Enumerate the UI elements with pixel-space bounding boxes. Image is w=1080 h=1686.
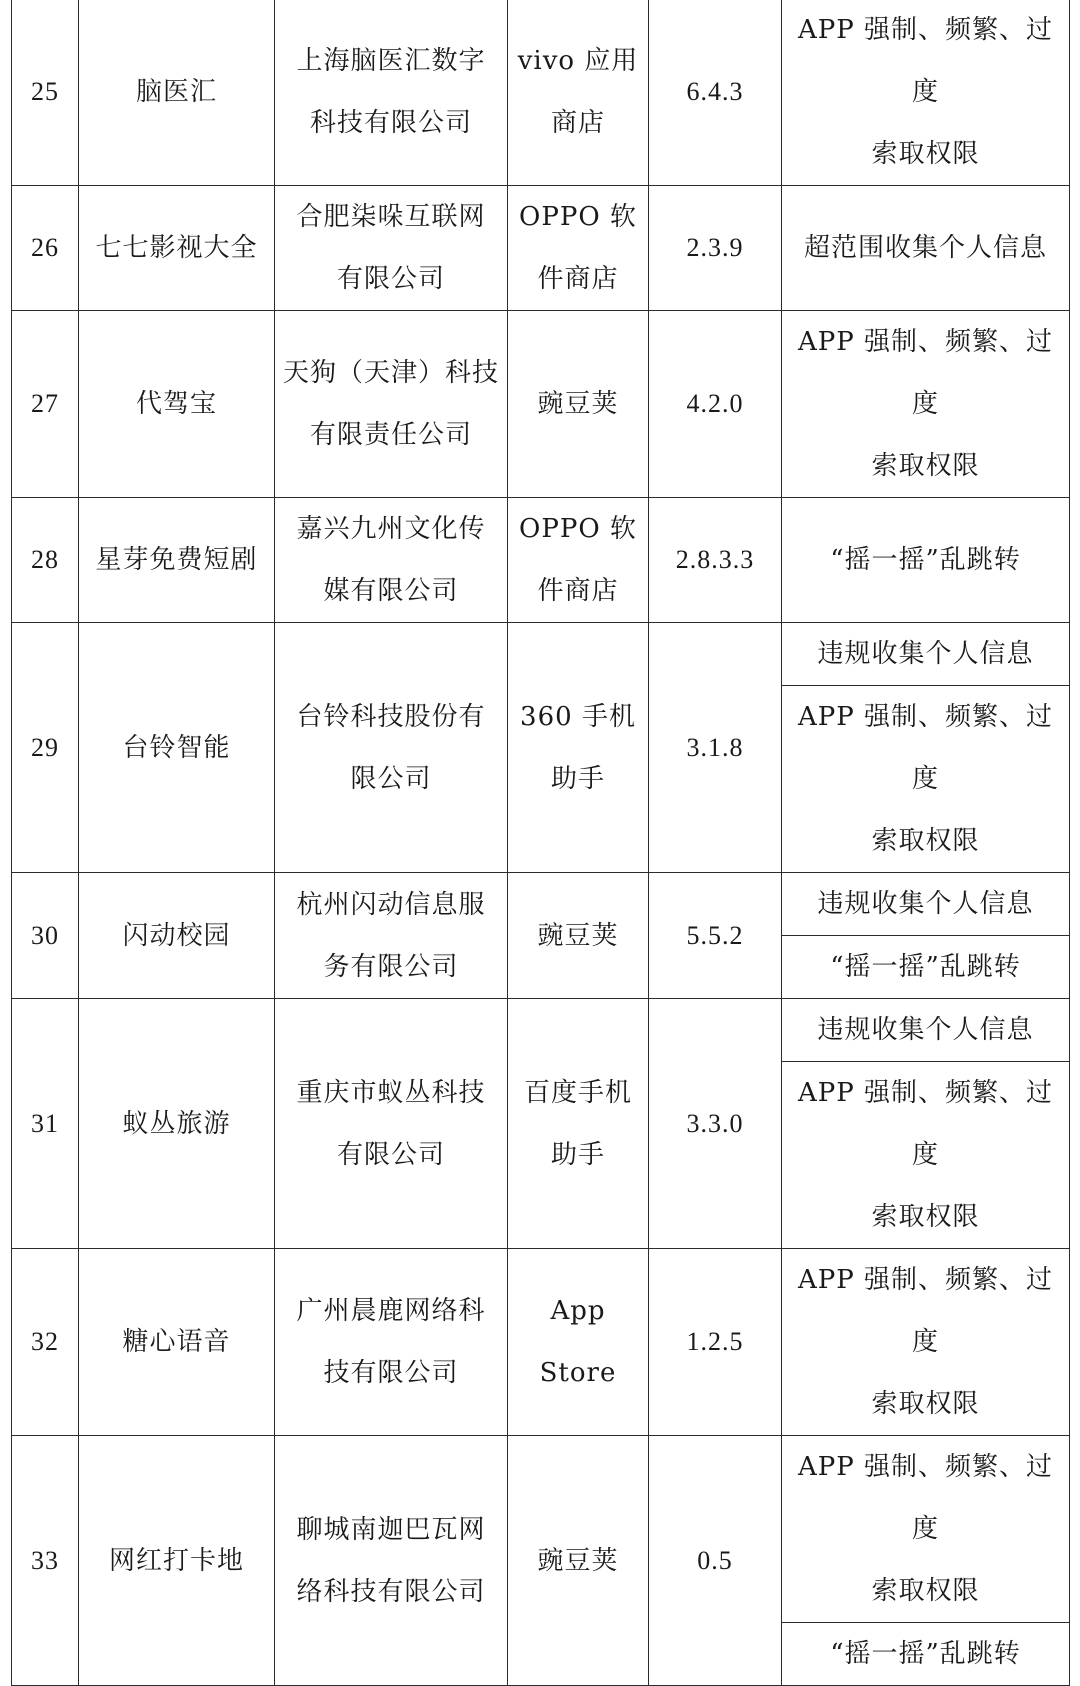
issue-line: 超范围收集个人信息 xyxy=(803,233,1047,263)
company-line: 天狗（天津）科技 xyxy=(282,358,499,388)
table-row xyxy=(12,311,1070,498)
app-store-cell xyxy=(508,311,649,498)
company-line: 络科技有限公司 xyxy=(296,1576,486,1607)
issue-cell xyxy=(782,686,1070,873)
app-store-cell xyxy=(508,0,649,186)
app-name-cell: 星芽免费短剧 xyxy=(79,498,275,623)
store-line: OPPO 软 xyxy=(519,514,637,544)
company-line: 聊城南迦巴瓦网 xyxy=(296,1514,486,1545)
issue-line: APP 强制、频繁、过度 xyxy=(797,15,1054,107)
version-cell: 3.1.8 xyxy=(649,623,782,873)
company-line: 广州晨鹿网络科 xyxy=(296,1296,486,1326)
store-line: App Store xyxy=(539,1296,617,1388)
company-cell xyxy=(275,311,508,498)
store-line: 360 手机 xyxy=(520,701,636,732)
company-cell xyxy=(275,623,508,873)
version-cell: 1.2.5 xyxy=(649,1249,782,1436)
company-line: 务有限公司 xyxy=(323,951,459,982)
store-line: 件商店 xyxy=(537,576,619,606)
version-cell: 6.4.3 xyxy=(649,0,782,186)
row-number: 27 xyxy=(12,311,79,498)
company-line: 媒有限公司 xyxy=(323,576,459,606)
issue-line: 索取权限 xyxy=(871,139,980,169)
issue-line: “摇一摇”乱跳转 xyxy=(830,952,1021,982)
issue-cell xyxy=(782,498,1070,623)
issue-line: APP 强制、频繁、过度 xyxy=(797,1265,1054,1357)
company-line: 嘉兴九州文化传 xyxy=(296,514,486,544)
table-row xyxy=(12,186,1070,311)
issue-cell xyxy=(782,1623,1070,1686)
company-line: 有限责任公司 xyxy=(309,420,472,450)
version-cell: 5.5.2 xyxy=(649,873,782,999)
company-line: 技有限公司 xyxy=(323,1358,459,1388)
version-cell: 2.3.9 xyxy=(649,186,782,311)
app-name-cell: 脑医汇 xyxy=(79,0,275,186)
issue-line: “摇一摇”乱跳转 xyxy=(830,1639,1021,1669)
issue-line: 违规收集个人信息 xyxy=(817,1015,1034,1045)
app-store-cell xyxy=(508,873,649,999)
issue-line: APP 强制、频繁、过度 xyxy=(797,327,1054,419)
app-store-cell xyxy=(508,623,649,873)
issue-line: “摇一摇”乱跳转 xyxy=(830,545,1021,575)
issue-cell xyxy=(782,0,1070,186)
app-name-cell: 蚁丛旅游 xyxy=(79,999,275,1249)
company-cell xyxy=(275,1436,508,1686)
store-line: 商店 xyxy=(550,108,605,138)
table-row xyxy=(12,623,1070,686)
row-number: 25 xyxy=(12,0,79,186)
app-name-cell: 网红打卡地 xyxy=(79,1436,275,1686)
company-cell xyxy=(275,999,508,1249)
app-name-cell: 台铃智能 xyxy=(79,623,275,873)
issue-line: 违规收集个人信息 xyxy=(817,889,1034,919)
app-name-cell: 闪动校园 xyxy=(79,873,275,999)
store-line: 豌豆荚 xyxy=(537,389,619,419)
issue-line: 索取权限 xyxy=(871,451,980,481)
company-line: 杭州闪动信息服 xyxy=(296,889,486,920)
store-line: 豌豆荚 xyxy=(537,1545,619,1576)
issue-line: APP 强制、频繁、过度 xyxy=(797,1452,1054,1544)
issue-line: 索取权限 xyxy=(871,826,980,856)
row-number: 28 xyxy=(12,498,79,623)
app-store-cell xyxy=(508,1436,649,1686)
row-number: 32 xyxy=(12,1249,79,1436)
store-line: 助手 xyxy=(550,763,605,794)
version-cell: 0.5 xyxy=(649,1436,782,1686)
store-line: 件商店 xyxy=(537,264,619,294)
issue-cell xyxy=(782,311,1070,498)
app-store-cell xyxy=(508,186,649,311)
app-violation-table xyxy=(11,0,1070,1686)
company-line: 台铃科技股份有 xyxy=(296,701,486,732)
company-cell xyxy=(275,1249,508,1436)
issue-line: APP 强制、频繁、过度 xyxy=(797,702,1054,794)
version-cell: 3.3.0 xyxy=(649,999,782,1249)
table-row xyxy=(12,999,1070,1062)
company-line: 科技有限公司 xyxy=(309,108,472,138)
issue-cell xyxy=(782,186,1070,311)
company-line: 上海脑医汇数字 xyxy=(296,46,486,76)
row-number: 30 xyxy=(12,873,79,999)
issue-cell xyxy=(782,623,1070,686)
version-cell: 4.2.0 xyxy=(649,311,782,498)
issue-line: APP 强制、频繁、过度 xyxy=(797,1078,1054,1170)
issue-line: 索取权限 xyxy=(871,1389,980,1419)
app-store-cell xyxy=(508,498,649,623)
company-cell xyxy=(275,186,508,311)
table-row xyxy=(12,1249,1070,1436)
version-cell: 2.8.3.3 xyxy=(649,498,782,623)
app-name-cell: 糖心语音 xyxy=(79,1249,275,1436)
table-row xyxy=(12,1436,1070,1623)
store-line: 百度手机 xyxy=(523,1077,632,1108)
row-number: 33 xyxy=(12,1436,79,1686)
app-store-cell xyxy=(508,1249,649,1436)
app-store-cell xyxy=(508,999,649,1249)
row-number: 29 xyxy=(12,623,79,873)
store-line: OPPO 软 xyxy=(519,202,637,232)
issue-cell xyxy=(782,873,1070,936)
app-name-cell: 代驾宝 xyxy=(79,311,275,498)
issue-cell xyxy=(782,1436,1070,1623)
issue-cell xyxy=(782,936,1070,999)
company-cell xyxy=(275,873,508,999)
company-line: 合肥柒哚互联网 xyxy=(296,202,486,232)
issue-line: 违规收集个人信息 xyxy=(817,639,1034,669)
row-number: 26 xyxy=(12,186,79,311)
issue-cell xyxy=(782,1249,1070,1436)
company-line: 限公司 xyxy=(350,763,432,794)
company-cell xyxy=(275,498,508,623)
issue-line: 索取权限 xyxy=(871,1576,980,1606)
table-row xyxy=(12,0,1070,186)
company-line: 有限公司 xyxy=(336,1139,445,1170)
company-line: 有限公司 xyxy=(336,264,445,294)
table-body xyxy=(12,0,1070,1686)
company-line: 重庆市蚁丛科技 xyxy=(296,1077,486,1108)
row-number: 31 xyxy=(12,999,79,1249)
store-line: vivo 应用 xyxy=(517,46,639,76)
table-row xyxy=(12,873,1070,936)
app-name-cell: 七七影视大全 xyxy=(79,186,275,311)
table-row xyxy=(12,498,1070,623)
issue-cell xyxy=(782,1062,1070,1249)
store-line: 助手 xyxy=(550,1139,605,1170)
company-cell xyxy=(275,0,508,186)
store-line: 豌豆荚 xyxy=(537,920,619,951)
issue-line: 索取权限 xyxy=(871,1202,980,1232)
issue-cell xyxy=(782,999,1070,1062)
